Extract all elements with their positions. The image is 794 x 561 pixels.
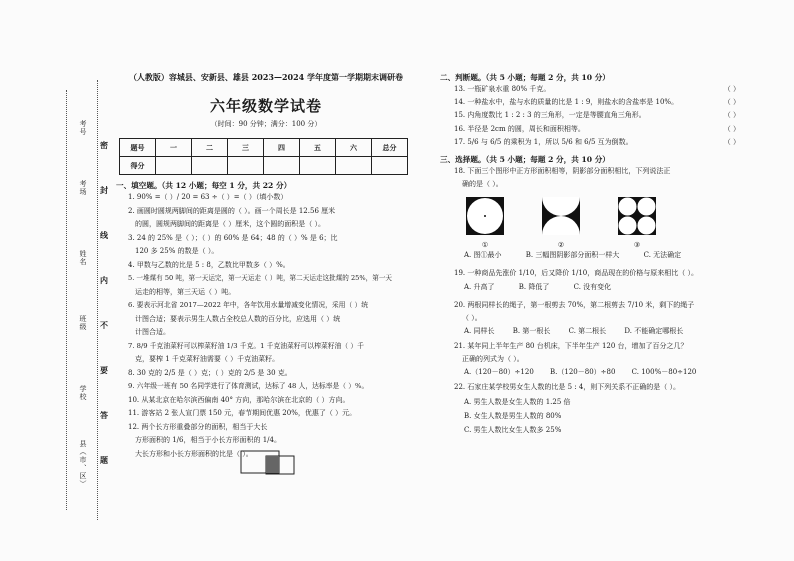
question-21-cont: 正确的列式为（ ）。 <box>462 355 524 364</box>
table-cell: 四 <box>264 139 300 157</box>
right-column <box>440 72 760 437</box>
option[interactable]: C. 第二根长 <box>568 327 607 336</box>
option[interactable]: B. 三幅图阴影部分面积一样大 <box>525 251 620 260</box>
score-input-cell[interactable] <box>228 157 264 175</box>
option[interactable]: A. 男生人数是女生人数的 1.25 倍 <box>464 397 571 406</box>
judge-question-16 <box>440 123 760 136</box>
q22-options <box>440 395 760 437</box>
time-info: （时间：90 分钟；满分：100 分） <box>210 120 322 128</box>
binding-label-exam-no: 考号 <box>79 120 87 136</box>
option[interactable]: C. 无法确定 <box>643 251 682 260</box>
figure-label: ② <box>557 241 565 250</box>
table-cell: 五 <box>300 139 336 157</box>
option[interactable]: B.（120－80）÷80 <box>550 368 616 377</box>
question-22: 22. 石家庄某学校男女生人数的比是 5 : 4，则下列关系不正确的是（ ）。 <box>454 383 681 392</box>
binding-strip <box>60 80 115 520</box>
section-heading: 三、选择题。（共 5 小题；每题 2 分，共 10 分） <box>440 155 610 165</box>
figure-label: ③ <box>633 241 641 250</box>
score-input-cell[interactable] <box>192 157 228 175</box>
question-5: 5. 一堆煤有 50 吨，第一天运完，第一天运走（ ）吨，第二天运走这批煤的 25%，第一天 <box>128 274 393 282</box>
score-input-cell[interactable] <box>300 157 336 175</box>
option[interactable]: A. 同样长 <box>464 327 495 336</box>
q19-options <box>440 281 760 294</box>
question-6-cont: 计图合适。 <box>135 328 170 336</box>
overlap-shaded-area <box>266 456 279 473</box>
figure-2 <box>542 197 580 235</box>
table-cell: 六 <box>336 139 372 157</box>
question-1: 1. 90% =（ ）/ 20 = 63 ÷（ ）=（ ）（填小数） <box>128 193 288 201</box>
table-cell: 得分 <box>120 157 156 175</box>
question-19: 19. 一种商品先涨价 1/10，后又降价 1/10，商品现在的价格与原来相比（ ）。 <box>454 269 698 278</box>
left-column <box>116 72 416 461</box>
seal-word: 要 <box>100 365 108 375</box>
score-input-cell[interactable] <box>336 157 372 175</box>
question-10: 10. 从某北京在哈尔滨西偏南 40° 方向，那哈尔滨在北京的（ ）方向。 <box>128 395 350 404</box>
q18-figures <box>440 197 760 249</box>
table-cell: 总分 <box>372 139 408 157</box>
score-table-header-row <box>120 139 408 157</box>
option[interactable]: A. 升高了 <box>464 282 495 291</box>
overlap-rectangles-figure <box>238 448 298 478</box>
question-18-cont: 确的是（ ）。 <box>462 180 503 189</box>
option[interactable]: B. 女生人数是男生人数的 80% <box>464 411 562 420</box>
question-7: 7. 8/9 千克油菜籽可以榨菜籽油 1/3 千克。1 千克油菜籽可以榨菜籽油（ ）千 <box>128 341 364 350</box>
option[interactable]: B. 降低了 <box>518 282 550 291</box>
binding-label-exam-room: 考场 <box>79 180 87 196</box>
seal-word: 不 <box>100 320 108 330</box>
q18-options <box>440 249 760 262</box>
section-heading: 一、填空题。（共 12 小题；每空 1 分，共 22 分） <box>116 181 292 190</box>
answer-paren[interactable]: （ ） <box>723 124 740 133</box>
question-6-cont: 计图合适；要表示男生人数占全校总人数的百分比，应选用（ ）统 <box>135 314 341 323</box>
figure-1-group <box>466 197 504 249</box>
judge-question-15 <box>440 109 760 122</box>
option[interactable]: A.（120－80）÷120 <box>464 368 534 377</box>
exam-header: （人教版）容城县、安新县、雄县 2023—2024 学年度第一学期期末调研卷 <box>128 72 404 82</box>
seal-word: 内 <box>100 275 108 285</box>
question-7-cont: 克，要榨 1 千克菜籽油需要（ ）千克油菜籽。 <box>135 355 280 363</box>
table-cell: 三 <box>228 139 264 157</box>
question-6: 6. 要表示河北省 2017—2022 年中，各年饮用水量增减变化情况，采用（ ）统 <box>128 301 369 309</box>
score-input-cell[interactable] <box>264 157 300 175</box>
question-3: 3. 24 的 25% 是（ ）；（ ）的 60% 是 64；48 的（ ）% 是 6；比 <box>128 233 338 242</box>
option[interactable]: C. 没有变化 <box>573 282 612 291</box>
answer-paren[interactable]: （ ） <box>723 137 740 146</box>
seal-line <box>97 80 98 520</box>
table-cell: 二 <box>192 139 228 157</box>
question-12-cont: 方形面积的 1/6，相当于小长方形面积的 1/4。 <box>135 436 281 444</box>
question-3-cont: 120 多 25% 的数是（ ）。 <box>135 247 219 255</box>
answer-paren[interactable]: （ ） <box>723 85 740 93</box>
judge-question-14 <box>440 96 760 109</box>
seal-word: 题 <box>100 455 108 465</box>
option[interactable]: A. 图①最小 <box>464 251 502 260</box>
fill-line <box>66 90 67 510</box>
table-cell: 一 <box>156 139 192 157</box>
answer-paren[interactable]: （ ） <box>723 111 740 120</box>
q21-options <box>440 366 760 379</box>
question-12-cont: 大长方形和小长方形面积的比是（ ）。 <box>135 449 253 458</box>
option[interactable]: C. 男生人数比女生人数多 25% <box>464 425 562 434</box>
section-heading: 二、判断题。（共 5 小题；每题 2 分，共 10 分） <box>440 73 610 82</box>
binding-label-class: 班级 <box>79 315 87 331</box>
table-cell: 题号 <box>120 139 156 157</box>
question-8: 8. 30 克的 2/5 是（ ）克；（ ）克的 2/5 是 30 克。 <box>128 368 292 377</box>
question-text: 14. 一种盐水中，盐与水的质量的比是 1 : 9，则盐水的含盐率是 10%。 <box>454 98 679 107</box>
judge-question-13 <box>440 83 760 96</box>
figure-1 <box>466 197 504 235</box>
question-text: 16. 半径是 2cm 的圆，周长和面积相等。 <box>454 124 585 133</box>
seal-word: 线 <box>100 230 108 240</box>
judge-question-17 <box>440 136 760 149</box>
question-4: 4. 甲数与乙数的比是 5 : 8，乙数比甲数多（ ）%。 <box>128 260 290 269</box>
question-20: 20. 两根同样长的绳子，第一根剪去 70%，第二根剪去 7/10 米，剩下的绳子 <box>454 300 695 309</box>
question-2-cont: 的圆，圆规两脚间的距离是（ ）厘米，这个圆的面积是（ ）。 <box>135 220 325 228</box>
score-input-cell[interactable] <box>372 157 408 175</box>
figure-label: ① <box>481 241 489 250</box>
figure-3-group <box>618 197 656 249</box>
question-text: 13. 一瓶矿泉水重 80% 千克。 <box>454 85 551 93</box>
answer-paren[interactable]: （ ） <box>723 98 740 107</box>
score-table <box>119 138 408 175</box>
figure-2-group <box>542 197 580 249</box>
option[interactable]: B. 第一根长 <box>512 327 551 336</box>
question-18: 18. 下面三个图形中正方形面积相等，阴影部分面积相比，下列说法正 <box>454 167 671 176</box>
seal-word: 答 <box>100 410 108 420</box>
question-9: 9. 六年级一班有 50 名同学进行了体育测试，达标了 48 人，达标率是（ ）%。 <box>128 382 369 390</box>
question-2: 2. 画圆时圆规两脚间的距离是圆的（ ）。画一个周长是 12.56 厘米 <box>128 206 336 215</box>
question-text: 15. 内角度数比 1 : 2 : 3 的三角形，一定是等腰直角三角形。 <box>454 111 646 120</box>
score-input-cell[interactable] <box>156 157 192 175</box>
question-11: 11. 游客站 2 张人宣门票 150 元，春节期间优惠 20%，优惠了（ ）元。 <box>128 409 357 417</box>
binding-label-school: 学校 <box>79 385 87 401</box>
seal-word: 封 <box>100 185 108 195</box>
q20-options <box>440 325 760 338</box>
binding-label-name: 姓名 <box>79 250 87 266</box>
page-title: 六年级数学试卷 <box>209 97 322 115</box>
figure-3 <box>618 197 656 235</box>
binding-label-county: 县（市、区） <box>79 440 87 488</box>
question-text: 17. 5/6 与 6/5 的乘积为 1，所以 5/6 和 6/5 互为倒数。 <box>454 137 633 146</box>
question-5-cont: 运走的相等，第三天运（ ）吨。 <box>135 287 236 296</box>
seal-word: 密 <box>100 140 108 150</box>
option[interactable]: D. 不能确定哪根长 <box>624 327 684 336</box>
question-20-cont: （ ）。 <box>462 313 482 322</box>
question-21: 21. 某年同上半年生产 80 台机床，下半年生产 120 台，增加了百分之几？ <box>454 342 688 351</box>
score-table-score-row <box>120 157 408 175</box>
option[interactable]: C. 100%－80÷120 <box>631 368 697 377</box>
question-12: 12. 两个长方形重叠部分的面积，相当于大长 <box>128 422 268 431</box>
